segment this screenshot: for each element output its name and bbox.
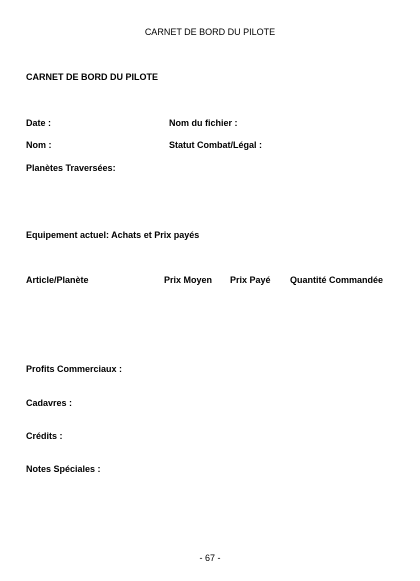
column-header-avg-price: Prix Moyen: [164, 275, 213, 285]
column-header-paid-price: Prix Payé: [230, 275, 271, 285]
cadavres-label: Cadavres :: [26, 398, 73, 408]
section-title: CARNET DE BORD DU PILOTE: [26, 72, 159, 82]
page-header-title: CARNET DE BORD DU PILOTE: [144, 27, 276, 37]
name-label: Nom :: [26, 140, 52, 150]
profits-label: Profits Commerciaux :: [26, 364, 123, 374]
filename-label: Nom du fichier :: [169, 118, 238, 128]
equipment-title: Equipement actuel: Achats et Prix payés: [26, 230, 200, 240]
date-label: Date :: [26, 118, 52, 128]
column-header-quantity: Quantité Commandée: [290, 275, 384, 285]
status-label: Statut Combat/Légal :: [169, 140, 263, 150]
credits-label: Crédits :: [26, 431, 63, 441]
page-number: - 67 -: [199, 553, 221, 563]
planets-label: Planètes Traversées:: [26, 163, 116, 173]
column-header-article: Article/Planète: [26, 275, 89, 285]
special-notes-label: Notes Spéciales :: [26, 464, 101, 474]
